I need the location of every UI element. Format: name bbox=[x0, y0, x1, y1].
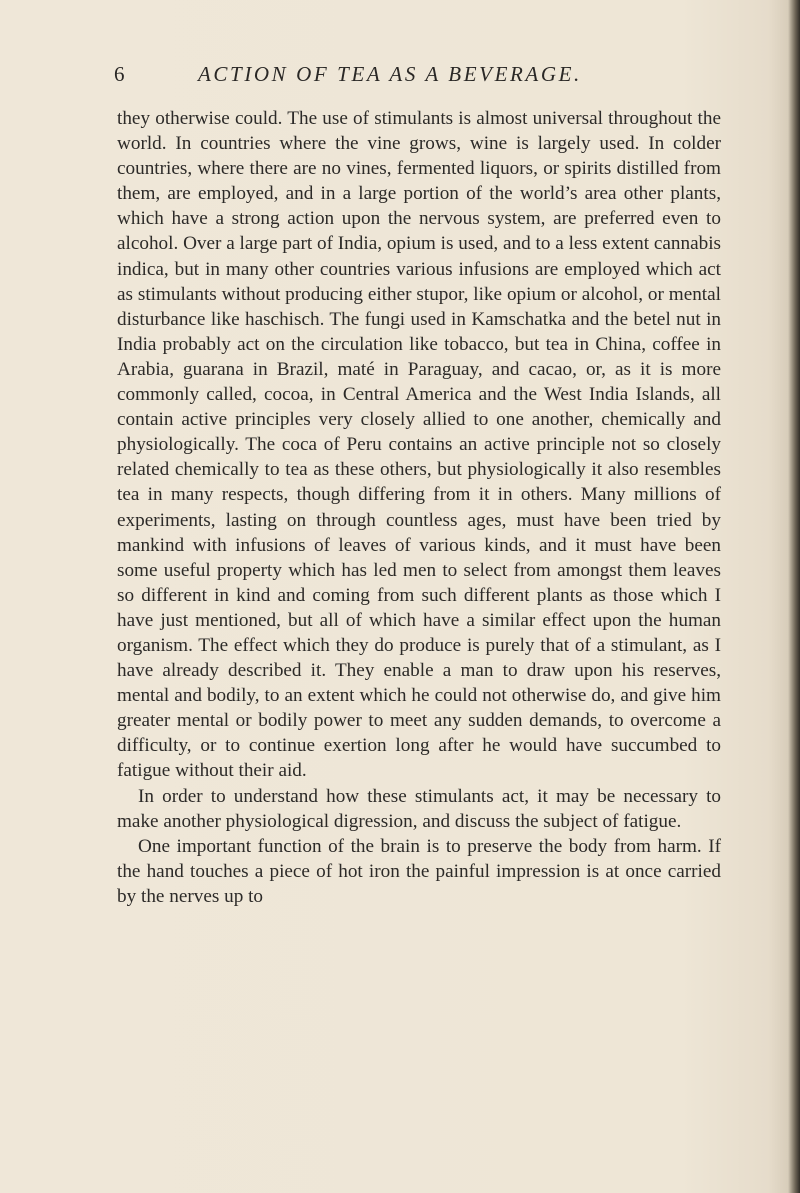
paragraph: In order to understand how these stimulants act, it may be necessary to make another physiological digression, and discuss the subject of fatigue. bbox=[117, 785, 721, 832]
paragraph: One important function of the brain is to preserve the body from harm. If the hand touches a piece of hot iron the painful impression is at once carried by the nerves up to bbox=[117, 835, 721, 907]
page-edge-shadow bbox=[788, 0, 800, 1193]
running-title: ACTION OF TEA AS A BEVERAGE. bbox=[198, 62, 582, 86]
body-text bbox=[117, 106, 721, 909]
page-number: 6 bbox=[114, 62, 125, 86]
paragraph: they otherwise could. The use of stimulants is almost universal throughout the world. In countries where the vine grows, wine is largely used. In colder countries, where there are no vines, fermented liquors, or spirits distilled from them, are employed, and in a large portion of the world’s area other plants, which have a strong action upon the nervous system, are preferred even to alcohol. Over a large part of India, opium is used, and to a less extent cannabis indica, but in many other countries various infusions are employed which act as stimulants without producing either stupor, like opium or alcohol, or mental disturbance like haschisch. The fungi used in Kamschatka and the betel nut in India probably act on the circulation like tobacco, but tea in China, coffee in Arabia, guarana in Brazil, maté in Paraguay, and cacao, or, as it is more commonly called, cocoa, in Central America and the West India Islands, all contain active principles very closely allied to one another, chemically and physiologically. The coca of Peru contains an active principle not so closely related chemically to tea as these others, but physiologically it also resembles tea in many respects, though differing from it in others. Many millions of experiments, lasting on through countless ages, must have been tried by mankind with infusions of leaves of various kinds, and it must have been some useful property which has led men to select from amongst them leaves so different in kind and coming from such different plants as those which I have just mentioned, but all of which have a similar effect upon the human organism. The effect which they do produce is purely that of a stimulant, as I have already described it. They enable a man to draw upon his reserves, mental and bodily, to an extent which he could not otherwise do, and give him greater mental or bodily power to meet any sudden demands, to overcome a difficulty, or to continue exertion long after he would have succumbed to fatigue without their aid. bbox=[117, 108, 721, 782]
page-header bbox=[114, 60, 724, 90]
